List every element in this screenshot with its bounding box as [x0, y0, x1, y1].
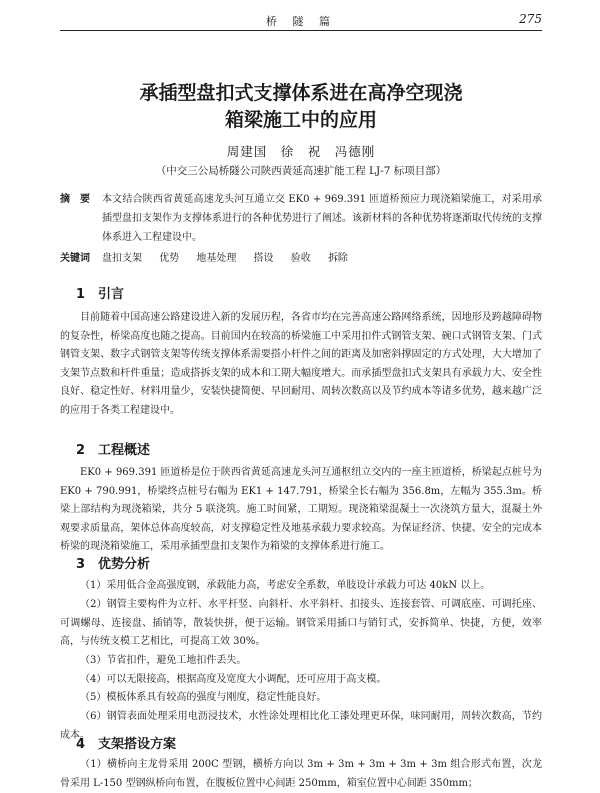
article-authors: 周建国 徐 祝 冯德刚 — [226, 144, 376, 159]
journal-section-name: 桥 隧 篇 — [266, 15, 336, 28]
section-heading-project-overview — [76, 439, 542, 458]
abstract-label: 摘 要 — [60, 194, 90, 205]
section-number: 3 — [76, 557, 86, 572]
section-number: 2 — [76, 443, 86, 458]
keyword: 搭设 — [253, 253, 274, 264]
section-heading-introduction — [76, 283, 542, 302]
abstract-text: 本文结合陕西省黄延高速龙头河互通立交 EK0 + 969.391 匝道桥预应力现浇箱梁施工，对采用承插型盘扣支架作为支撑体系进行的各种优势进行了阐述。该新材料的各种优势将逐渐取代传统的支撑体系进入工程建设中。 — [102, 194, 542, 243]
author-affiliation: （中交三公局桥隧公司陕西黄延高速扩能工程 LJ-7 标项目部） — [155, 165, 447, 177]
keywords-list — [102, 249, 542, 268]
section-title: 工程概述 — [98, 443, 151, 458]
abstract — [60, 190, 542, 247]
project-overview-paragraph: EK0 + 969.391 匝道桥是位于陕西省黄延高速龙头河互通枢纽立交内的一座主匝道桥，桥梁起点桩号为 EK0 + 790.991，桥梁终点桩号右幅为 EK1 + 147.791，桥梁全长右幅为 356.8m，左幅为 355.3m。桥梁上部结构为现浇箱梁，共分 5 联浇筑。施工时间紧，工期短。现浇箱梁混凝土一次浇筑方量大，混凝土外观要求质量高，架体总体高度较高，对支撑稳定性及地基承载力要求较高。为保证经济、快捷、安全的完成本桥梁的现浇箱梁施工，采用承插型盘扣支架作为箱梁的支撑体系进行施工。 — [60, 467, 542, 553]
page-number: 275 — [519, 12, 542, 26]
section-title: 优势分析 — [98, 557, 151, 572]
keyword: 盘扣支架 — [102, 253, 142, 264]
erection-plan-item: （1）横桥向主龙骨采用 200C 型钢，横桥方向以 3m + 3m + 3m + 3m + 3m 组合形式布置，次龙骨采用 L-150 型钢纵桥向布置，在腹板位置中心间距 250mm，箱室位置中心间距 350mm； — [60, 759, 542, 789]
keyword: 优势 — [159, 253, 180, 264]
advantage-item: （3）节省扣件，避免工地扣件丢失。 — [80, 655, 247, 666]
section-number: 4 — [76, 737, 86, 752]
keyword: 地基处理 — [196, 253, 237, 264]
keyword: 拆除 — [327, 253, 348, 264]
article-title-line-1: 承插型盘扣式支撑体系进在高净空现浇 — [139, 82, 463, 104]
section-heading-advantage-analysis — [76, 553, 542, 572]
advantage-item: （5）模板体系具有较高的强度与刚度，稳定性能良好。 — [80, 692, 327, 703]
keywords-label: 关键词 — [60, 253, 90, 264]
section-title: 支架搭设方案 — [98, 737, 177, 752]
advantage-item: （1）采用低合金高强度钢，承载能力高，考虑安全系数，单肢设计承载力可达 40kN 以上。 — [80, 580, 491, 591]
section-title: 引言 — [98, 287, 125, 302]
article-title-line-2: 箱梁施工中的应用 — [224, 109, 377, 131]
keywords — [60, 249, 542, 268]
running-header — [60, 10, 542, 31]
advantage-item: （4）可以无限接高，根据高度及宽度大小调配，还可应用于高支模。 — [80, 674, 387, 685]
advantage-item: （6）钢管表面处理采用电沥浸技术，水性涂处理相比化工漆处理更环保，味同耐用，周转次数高，节约成本。 — [60, 711, 542, 741]
keyword: 验收 — [290, 253, 311, 264]
section-number: 1 — [76, 287, 86, 302]
section-heading-erection-plan — [76, 733, 542, 752]
advantage-item: （2）钢管主要构件为立杆、水平杆竖、向斜杆、水平斜杆、扣接头、连接套管、可调底座、可调托座、可调螺母、连接盘、插销等，散装快拼，便于运输。钢管采用插口与销钉式，安拆简单、快捷，方便，效率高，与传统支模工艺相比，可提高工效 30%。 — [60, 599, 542, 648]
introduction-paragraph: 目前随着中国高速公路建设进入新的发展历程，各省市均在完善高速公路网络系统，因地形及跨越障碍物的复杂性，桥梁高度也随之提高。目前国内在较高的桥梁施工中采用扣件式钢管支架、碗口式钢管支架、门式钢管支架、数字式钢管支架等传统支撑体系需要搭小杆件之间的距离及加密斜撑固定的方式处理，大大增加了支架节点数和杆件重量；造成搭拆支架的成本和工期大幅度增大。而承插型盘扣式支架具有承载力大、安全性良好、稳定性好、材料用量少，安装快捷简便、早回耐用、周转次数高以及节约成本等诸多优势，越来越广泛的应用于各类工程建设中。 — [60, 312, 542, 416]
